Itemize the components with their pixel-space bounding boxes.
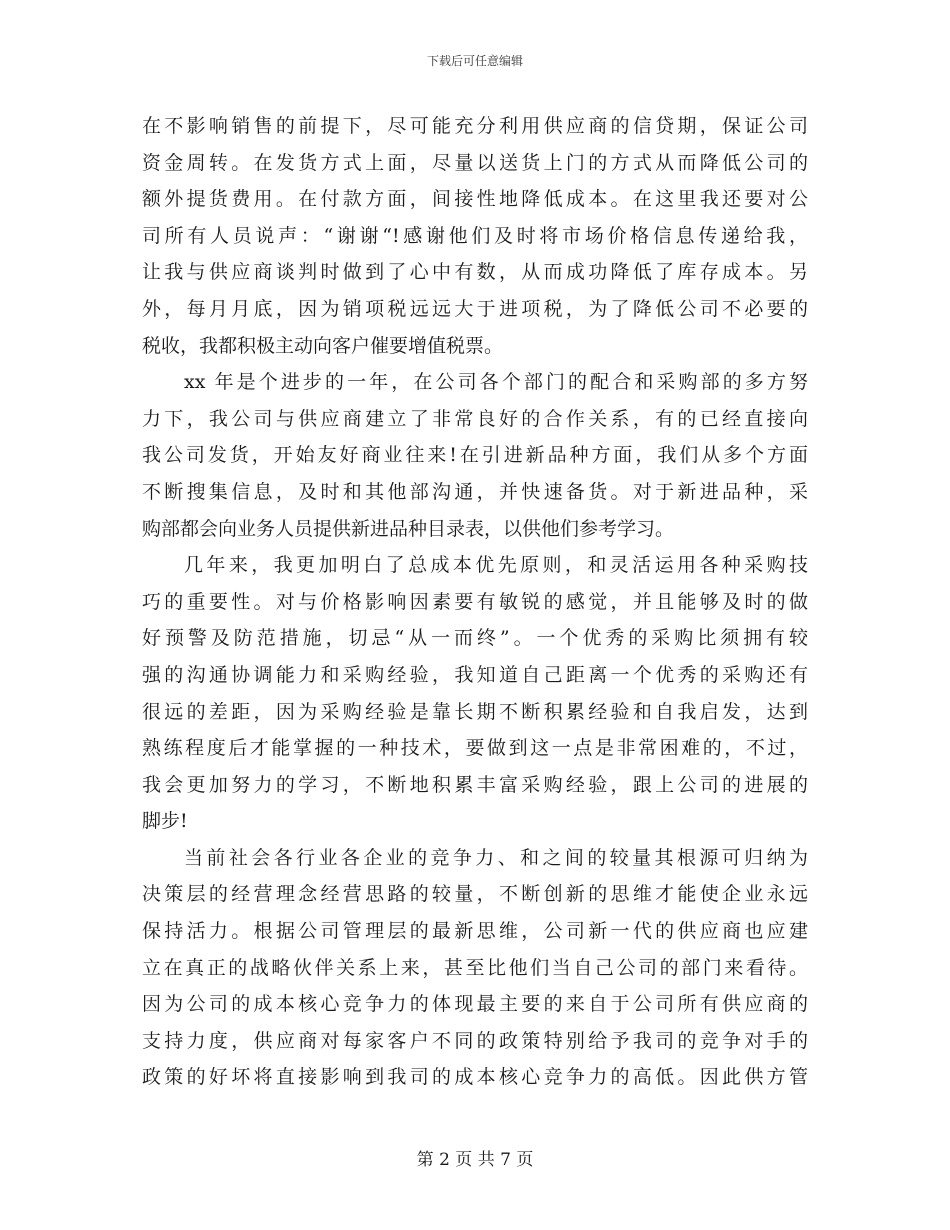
text-line: 司所有人员说声：“谢谢“!感谢他们及时将市场价格信息传递给我，	[142, 224, 808, 247]
text-line: 我公司发货，开始友好商业往来!在引进新品种方面，我们从多个方面	[142, 444, 808, 467]
text-line: 熟练程度后才能掌握的一种技术，要做到这一点是非常困难的，不过，	[142, 737, 808, 760]
text-line: 强的沟通协调能力和采购经验，我知道自己距离一个优秀的采购还有	[142, 663, 808, 686]
text-line: 资金周转。在发货方式上面，尽量以送货上门的方式从而降低公司的	[142, 151, 808, 174]
text-line: 外，每月月底，因为销项税远远大于进项税，为了降低公司不必要的	[142, 297, 808, 320]
text-line: 巧的重要性。对与价格影响因素要有敏锐的感觉，并且能够及时的做	[142, 590, 808, 613]
paragraph-first-line: xx 年是个进步的一年，在公司各个部门的配合和采购部的多方努	[184, 371, 808, 394]
page-header-note: 下载后可任意编辑	[426, 54, 523, 68]
paragraph-first-line: 几年来，我更加明白了总成本优先原则，和灵活运用各种采购技	[184, 554, 808, 577]
text-line: 额外提货费用。在付款方面，间接性地降低成本。在这里我还要对公	[142, 188, 808, 211]
text-line: 让我与供应商谈判时做到了心中有数，从而成功降低了库存成本。另	[142, 261, 808, 284]
text-line: 不断搜集信息，及时和其他部沟通，并快速备货。对于新进品种，采	[142, 480, 808, 503]
text-line: 税收，我都积极主动向客户催要增值税票。	[142, 334, 504, 357]
document-body	[142, 108, 808, 1096]
text-line: 购部都会向业务人员提供新进品种目录表，以供他们参考学习。	[142, 517, 675, 540]
text-line: 在不影响销售的前提下，尽可能充分利用供应商的信贷期，保证公司	[142, 115, 808, 137]
text-line: 脚步!	[142, 810, 188, 833]
text-line: 政策的好坏将直接影响到我司的成本核心竞争力的高低。因此供方管	[142, 1066, 808, 1089]
text-line: 我会更加努力的学习，不断地积累丰富采购经验，跟上公司的进展的	[142, 773, 808, 796]
text-line: 因为公司的成本核心竞争力的体现最主要的来自于公司所有供应商的	[142, 993, 808, 1016]
page-number-footer: 第 2 页 共 7 页	[416, 1150, 534, 1170]
text-line: 决策层的经营理念经营思路的较量，不断创新的思维才能使企业永远	[142, 883, 808, 906]
text-line: 支持力度，供应商对每家客户不同的政策特别给予我司的竞争对手的	[142, 1029, 808, 1052]
text-line: 好预警及防范措施，切忌“从一而终”。一个优秀的采购比须拥有较	[142, 627, 808, 650]
text-line: 力下，我公司与供应商建立了非常良好的合作关系，有的已经直接向	[142, 407, 808, 430]
text-line: 很远的差距，因为采购经验是靠长期不断积累经验和自我启发，达到	[142, 700, 808, 723]
paragraph-first-line: 当前社会各行业各企业的竞争力、和之间的较量其根源可归纳为	[184, 846, 808, 869]
text-line: 保持活力。根据公司管理层的最新思维，公司新一代的供应商也应建	[142, 920, 808, 943]
text-line: 立在真正的战略伙伴关系上来，甚至比他们当自己公司的部门来看待。	[142, 956, 808, 979]
